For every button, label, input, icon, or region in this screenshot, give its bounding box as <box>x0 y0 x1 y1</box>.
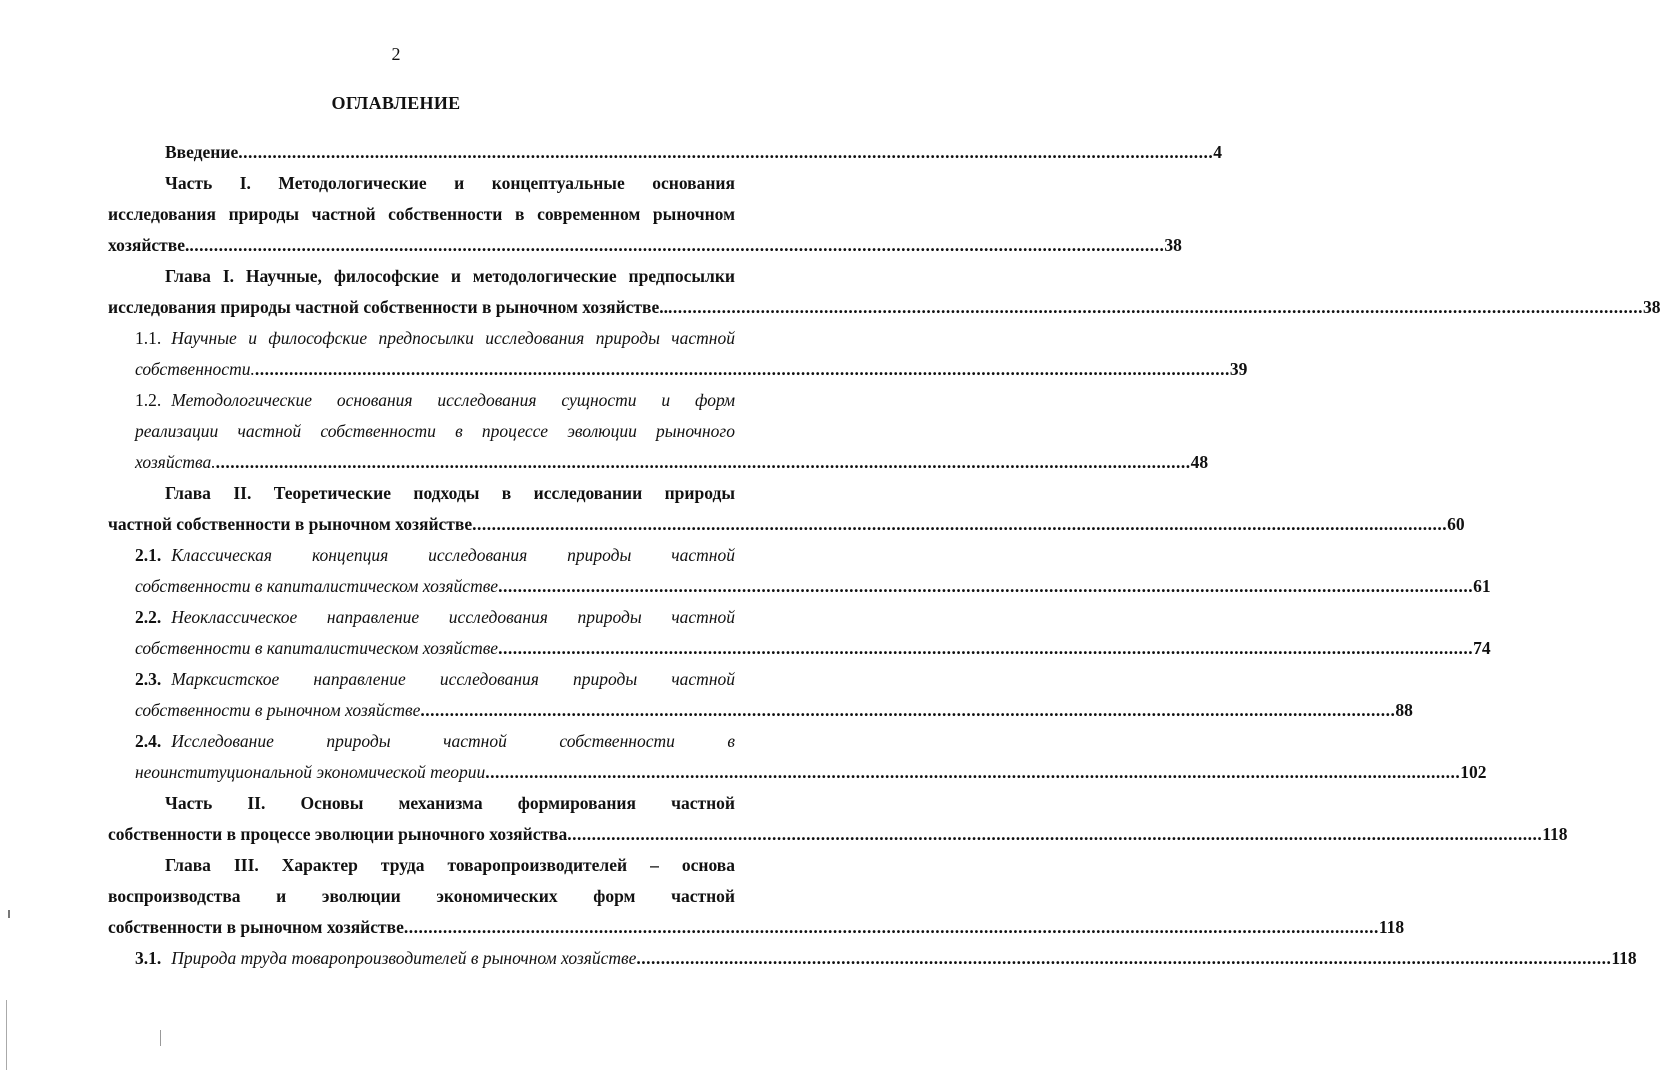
page-ref: 118 <box>1542 824 1568 844</box>
toc-line <box>135 605 735 629</box>
toc-line <box>135 450 1209 474</box>
dot-leader: ........................................................................................................................................................................................................ <box>472 514 1448 534</box>
toc-line <box>135 946 1637 970</box>
toc-line-text: Часть II. Основы механизма формирования частной <box>165 793 735 813</box>
toc-line-text: Классическая концепция исследования природы частной <box>171 545 735 565</box>
toc-line-text: Часть I. Методологические и концептуальные основания <box>165 173 735 193</box>
page-ref: 74 <box>1473 638 1491 658</box>
scan-mark <box>6 1000 7 1070</box>
dot-leader: ........................................................................................................................................................................................................ <box>636 948 1612 968</box>
page-number: 2 <box>391 44 401 64</box>
toc-line <box>135 667 735 691</box>
toc-line-text: частной собственности в рыночном хозяйстве <box>108 514 473 534</box>
toc-line <box>108 512 1465 536</box>
toc-line <box>108 915 1405 939</box>
toc-line <box>135 729 735 753</box>
scan-mark <box>8 910 10 918</box>
toc-line-text: собственности в рыночном хозяйстве <box>135 700 421 720</box>
page-ref: 88 <box>1395 700 1413 720</box>
toc-line-text: Глава III. Характер труда товаропроизводителей – основа <box>165 855 735 875</box>
page-ref: 38 <box>1164 235 1182 255</box>
toc-line <box>108 295 1661 319</box>
toc-line <box>108 822 1568 846</box>
toc-line-text: Неоклассическое направление исследования природы частной <box>171 607 735 627</box>
toc-line <box>165 853 735 877</box>
toc-heading: ОГЛАВЛЕНИЕ <box>331 93 461 113</box>
toc-line-text: Природа труда товаропроизводителей в рыночном хозяйстве <box>171 948 637 968</box>
page-ref: 60 <box>1447 514 1465 534</box>
toc-line <box>135 543 735 567</box>
dot-leader: ........................................................................................................................................................................................................ <box>567 824 1543 844</box>
toc-line-text: собственности. <box>135 359 255 379</box>
dot-leader: ........................................................................................................................................................................................................ <box>668 297 1643 317</box>
toc-line <box>165 171 735 195</box>
dot-leader: ........................................................................................................................................................................................................ <box>485 762 1461 782</box>
dot-leader: ........................................................................................................................................................................................................ <box>254 359 1230 379</box>
toc-line <box>135 760 1487 784</box>
toc-line-text: неоинституциональной экономической теории <box>135 762 486 782</box>
toc-line-text: хозяйстве. <box>108 235 190 255</box>
toc-line <box>165 481 735 505</box>
page-ref: 118 <box>1611 948 1637 968</box>
toc-line <box>108 884 735 908</box>
toc-line-text: исследования природы частной собственности в рыночном хозяйстве.. <box>108 297 668 317</box>
page-ref: 4 <box>1213 142 1222 162</box>
toc-line-text: собственности в капиталистическом хозяйстве <box>135 638 499 658</box>
toc-line-text: Методологические основания исследования сущности и форм <box>171 390 735 410</box>
page-ref: 38 <box>1643 297 1661 317</box>
toc-line-text: собственности в процессе эволюции рыночного хозяйства <box>108 824 568 844</box>
page-ref: 39 <box>1229 359 1248 379</box>
toc-line <box>135 636 1491 660</box>
toc-line-text: Исследование природы частной собственности в <box>171 731 735 751</box>
toc-line <box>165 140 1222 164</box>
page-ref: 118 <box>1378 917 1405 937</box>
section-number: 2.3. <box>135 669 162 689</box>
toc-line-text: исследования природы частной собственности в современном рыночном <box>108 204 735 224</box>
toc-line <box>165 264 735 288</box>
dot-leader: ........................................................................................................................................................................................................ <box>403 917 1379 937</box>
section-number: 2.2. <box>135 607 162 627</box>
section-number: 2.1. <box>135 545 162 565</box>
toc-line <box>108 233 1182 257</box>
dot-leader: ........................................................................................................................................................................................................ <box>498 638 1474 658</box>
page-ref: 102 <box>1460 762 1487 782</box>
page-ref: 61 <box>1473 576 1491 596</box>
section-number: 3.1. <box>135 948 162 968</box>
toc-line-text: хозяйства. <box>135 452 216 472</box>
toc-line-text: собственности в рыночном хозяйстве <box>108 917 404 937</box>
toc-line-text: реализации частной собственности в процессе эволюции рыночного <box>135 421 735 441</box>
page-ref: 48 <box>1190 452 1209 472</box>
section-number: 1.1. <box>135 328 162 348</box>
dot-leader: ........................................................................................................................................................................................................ <box>498 576 1474 596</box>
toc-line-text: Глава II. Теоретические подходы в исследовании природы <box>165 483 735 503</box>
dot-leader: ........................................................................................................................................................................................................ <box>420 700 1396 720</box>
toc-line-text: Введение <box>165 142 239 162</box>
toc-line <box>135 698 1413 722</box>
toc-line-text: собственности в капиталистическом хозяйстве <box>135 576 499 596</box>
scan-mark <box>160 1030 161 1046</box>
toc-line <box>108 202 735 226</box>
dot-leader: ........................................................................................................................................................................................................ <box>215 452 1191 472</box>
toc-line <box>135 357 1248 381</box>
dot-leader: ........................................................................................................................................................................................................ <box>189 235 1165 255</box>
toc-line-text: Научные и философские предпосылки исследования природы частной <box>171 328 735 348</box>
toc-line-text: Глава I. Научные, философские и методологические предпосылки <box>165 266 735 286</box>
toc-line <box>135 574 1491 598</box>
toc-line <box>165 791 735 815</box>
toc-line <box>135 419 735 443</box>
section-number: 2.4. <box>135 731 162 751</box>
section-number: 1.2. <box>135 390 162 410</box>
dot-leader: ........................................................................................................................................................................................................ <box>238 142 1214 162</box>
toc-line-text: Марксистское направление исследования природы частной <box>171 669 735 689</box>
toc-line-text: воспроизводства и эволюции экономических форм частной <box>108 886 735 906</box>
toc-line <box>135 388 735 412</box>
toc-line <box>135 326 735 350</box>
